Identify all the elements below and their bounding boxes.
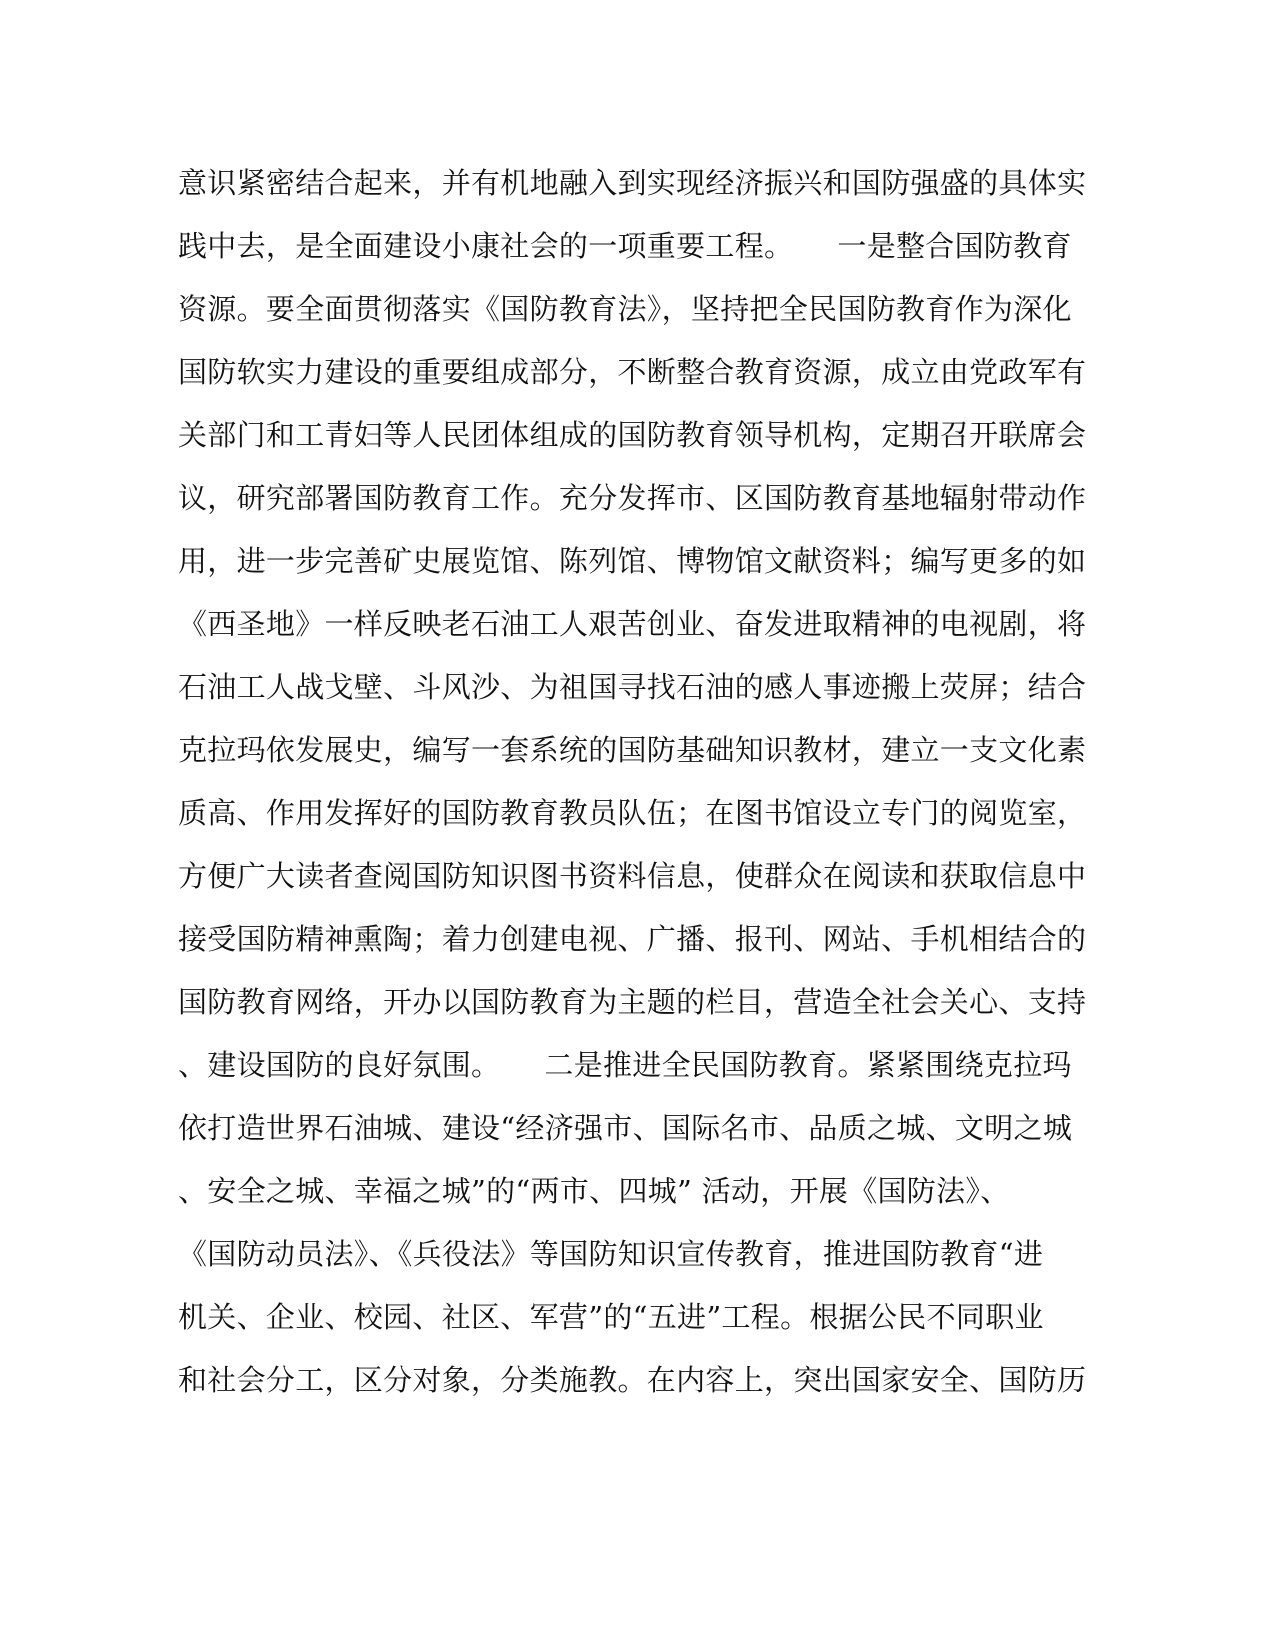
text-line: 议，研究部署国防教育工作。充分发挥市、区国防教育基地辐射带动作 (178, 481, 1087, 515)
text-line: 关部门和工青妇等人民团体组成的国防教育领导机构，定期召开联席会 (178, 418, 1087, 452)
text-line: 意识紧密结合起来，并有机地融入到实现经济振兴和国防强盛的具体实 (178, 166, 1087, 200)
body-text (178, 152, 1087, 1412)
text-line: 国防教育网络，开办以国防教育为主题的栏目，营造全社会关心、支持 (178, 985, 1087, 1019)
text-line: 依打造世界石油城、建设“经济强市、国际名市、品质之城、文明之城 (178, 1111, 1073, 1145)
text-line: 克拉玛依发展史，编写一套系统的国防基础知识教材，建立一支文化素 (178, 733, 1087, 767)
text-line: 质高、作用发挥好的国防教育教员队伍；在图书馆设立专门的阅览室， (178, 796, 1087, 830)
text-line: 和社会分工，区分对象，分类施教。在内容上，突出国家安全、国防历 (178, 1363, 1087, 1397)
text-line: 践中去，是全面建设小康社会的一项重要工程。 一是整合国防教育 (178, 229, 1072, 263)
text-line: 方便广大读者查阅国防知识图书资料信息，使群众在阅读和获取信息中 (178, 859, 1087, 893)
text-line: 《西圣地》一样反映老石油工人艰苦创业、奋发进取精神的电视剧，将 (178, 607, 1087, 641)
text-line: 《国防动员法》、《兵役法》等国防知识宣传教育，推进国防教育“进 (178, 1237, 1044, 1271)
text-line: 国防软实力建设的重要组成部分，不断整合教育资源，成立由党政军有 (178, 355, 1087, 389)
text-line: 机关、企业、校园、社区、军营”的“五进”工程。根据公民不同职业 (178, 1300, 1044, 1334)
text-line: 接受国防精神熏陶；着力创建电视、广播、报刊、网站、手机相结合的 (178, 922, 1087, 956)
text-line: 、安全之城、幸福之城”的“两市、四城” 活动，开展《国防法》、 (178, 1174, 1010, 1208)
text-line: 用，进一步完善矿史展览馆、陈列馆、博物馆文献资料；编写更多的如 (178, 544, 1087, 578)
text-line: 资源。要全面贯彻落实《国防教育法》，坚持把全民国防教育作为深化 (178, 292, 1072, 326)
text-line: 石油工人战戈壁、斗风沙、为祖国寻找石油的感人事迹搬上荧屏；结合 (178, 670, 1087, 704)
text-line: 、建设国防的良好氛围。 二是推进全民国防教育。紧紧围绕克拉玛 (178, 1048, 1072, 1082)
